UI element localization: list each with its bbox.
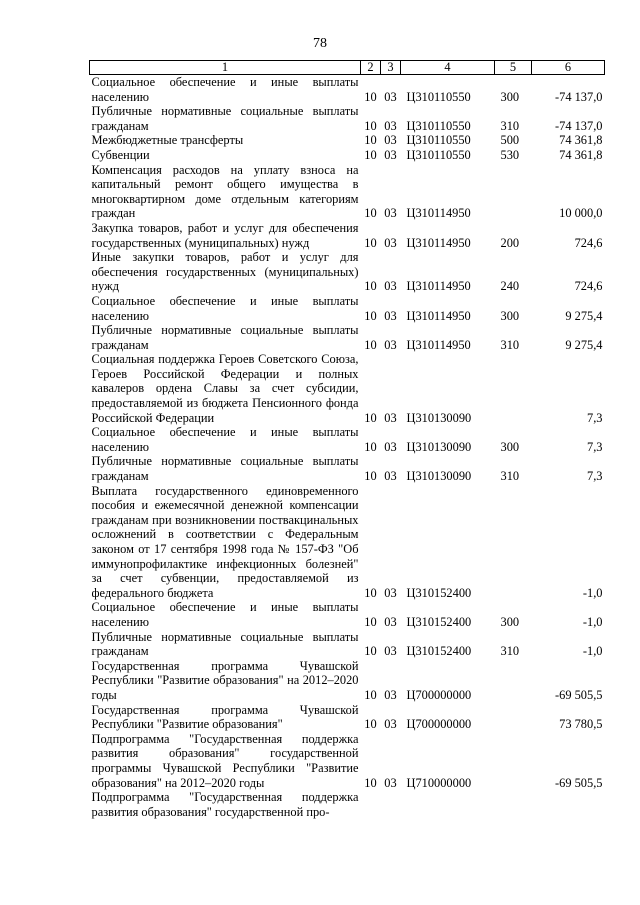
table-row <box>90 732 605 790</box>
row-expense-type <box>495 732 532 790</box>
row-name: Социальное обеспечение и иные выплаты населению <box>91 293 359 323</box>
table-row <box>90 75 605 105</box>
row-amount: 9 275,4 <box>565 337 603 352</box>
row-name: Компенсация расходов на уплату взноса на капитальный ремонт общего имущества в многоквартирном доме отдельным категориям граждан <box>91 162 359 221</box>
row-name: Субвенции <box>91 147 150 162</box>
row-subsection: 03 <box>384 279 397 294</box>
row-section: 10 <box>364 235 377 250</box>
row-subsection: 03 <box>384 206 397 221</box>
row-subsection: 03 <box>384 614 397 629</box>
row-name: Межбюджетные трансферты <box>91 133 244 148</box>
row-amount: 724,6 <box>574 235 603 250</box>
row-section: 10 <box>364 206 377 221</box>
row-expense-type: 500 <box>500 133 520 148</box>
header-col-6: 6 <box>532 61 605 75</box>
row-expense-type: 530 <box>500 147 520 162</box>
row-amount: -1,0 <box>582 614 603 629</box>
row-section: 10 <box>364 717 377 732</box>
row-target-article: Ц310110550 <box>406 147 471 162</box>
row-section: 10 <box>364 614 377 629</box>
row-name: Социальная поддержка Героев Советского Союза, Героев Российской Федерации и полных кавалеров ордена Славы за счет субсидии, предоставляемой из бюджета Пенсионного фонда Российской Федерации <box>91 352 359 425</box>
row-expense-type: 300 <box>500 308 520 323</box>
table-row <box>90 600 605 629</box>
row-amount: 73 780,5 <box>559 717 603 732</box>
row-target-article: Ц310114950 <box>406 279 471 294</box>
header-col-2: 2 <box>361 61 381 75</box>
row-amount <box>532 790 605 819</box>
row-section: 10 <box>364 337 377 352</box>
row-amount: 9 275,4 <box>565 308 603 323</box>
row-section: 10 <box>364 585 377 600</box>
row-name: Подпрограмма "Государственная поддержка развития образования" государственной про- <box>91 790 359 819</box>
row-target-article: Ц310114950 <box>406 206 471 221</box>
row-subsection: 03 <box>384 585 397 600</box>
header-col-3: 3 <box>381 61 401 75</box>
table-row <box>90 250 605 294</box>
header-col-1: 1 <box>90 61 361 75</box>
row-expense-type: 300 <box>500 614 520 629</box>
row-section: 10 <box>364 439 377 454</box>
budget-table <box>89 60 605 819</box>
row-expense-type: 310 <box>500 118 520 133</box>
row-section: 10 <box>364 644 377 659</box>
row-amount: 724,6 <box>574 279 603 294</box>
table-row <box>90 323 605 352</box>
row-amount: 74 361,8 <box>559 133 603 148</box>
header-col-5: 5 <box>495 61 532 75</box>
row-subsection: 03 <box>384 717 397 732</box>
row-expense-type <box>495 703 532 732</box>
row-section: 10 <box>364 147 377 162</box>
row-target-article: Ц310110550 <box>406 89 471 104</box>
table-row <box>90 484 605 601</box>
row-subsection: 03 <box>384 89 397 104</box>
row-expense-type <box>495 352 532 425</box>
row-name: Публичные нормативные социальные выплаты гражданам <box>91 629 359 659</box>
row-section <box>361 790 381 819</box>
row-amount: -1,0 <box>582 644 603 659</box>
row-section: 10 <box>364 308 377 323</box>
row-subsection: 03 <box>384 644 397 659</box>
row-target-article: Ц310114950 <box>406 235 471 250</box>
row-subsection: 03 <box>384 133 397 148</box>
table-row <box>90 703 605 732</box>
row-amount: -69 505,5 <box>555 687 603 702</box>
row-name: Государственная программа Чувашской Республики "Развитие образования" <box>91 702 359 732</box>
table-row <box>90 104 605 133</box>
row-amount: -1,0 <box>582 585 603 600</box>
table-row <box>90 133 605 148</box>
row-target-article: Ц310114950 <box>406 308 471 323</box>
row-target-article: Ц310152400 <box>406 644 472 659</box>
row-amount: -74 137,0 <box>555 89 603 104</box>
table-row <box>90 148 605 163</box>
table-row <box>90 221 605 250</box>
row-subsection: 03 <box>384 775 397 790</box>
row-target-article: Ц310130090 <box>406 439 472 454</box>
row-name: Публичные нормативные социальные выплаты гражданам <box>91 454 359 484</box>
row-target-article <box>401 790 495 819</box>
row-section: 10 <box>364 775 377 790</box>
row-subsection: 03 <box>384 410 397 425</box>
row-subsection: 03 <box>384 118 397 133</box>
table-row <box>90 163 605 221</box>
table-row <box>90 630 605 659</box>
row-name: Социальное обеспечение и иные выплаты населению <box>91 600 359 629</box>
row-section: 10 <box>364 133 377 148</box>
row-target-article: Ц710000000 <box>406 775 472 790</box>
table-row <box>90 425 605 454</box>
row-name: Государственная программа Чувашской Республики "Развитие образования" на 2012–2020 годы <box>91 658 359 702</box>
row-expense-type: 300 <box>500 439 520 454</box>
row-target-article: Ц310130090 <box>406 469 472 484</box>
row-name: Иные закупки товаров, работ и услуг для обеспечения государственных (муниципальных) нужд <box>91 250 359 294</box>
header-col-4: 4 <box>401 61 495 75</box>
row-subsection <box>381 790 401 819</box>
row-name: Публичные нормативные социальные выплаты гражданам <box>91 104 359 133</box>
row-expense-type: 200 <box>500 235 520 250</box>
row-expense-type: 310 <box>500 469 520 484</box>
row-target-article: Ц700000000 <box>406 717 472 732</box>
row-amount: -74 137,0 <box>555 118 603 133</box>
row-subsection: 03 <box>384 308 397 323</box>
table-row <box>90 790 605 819</box>
row-expense-type: 310 <box>500 337 520 352</box>
row-expense-type: 240 <box>500 279 520 294</box>
table-row <box>90 352 605 425</box>
row-section: 10 <box>364 469 377 484</box>
row-subsection: 03 <box>384 147 397 162</box>
row-target-article: Ц310130090 <box>406 410 472 425</box>
row-subsection: 03 <box>384 337 397 352</box>
row-subsection: 03 <box>384 235 397 250</box>
row-name: Выплата государственного единовременного пособия и ежемесячной денежной компенсации гражданам при возникновении поствакцинальных осложнений в соответствии с Федеральным законом от 17 сентября 1998 года № 157-ФЗ "Об иммунопрофилактике инфекционных болезней" за счет субвенции, предоставляемой из федерального бюджета <box>91 483 359 600</box>
row-expense-type: 310 <box>500 644 520 659</box>
row-section: 10 <box>364 687 377 702</box>
row-target-article: Ц310152400 <box>406 614 472 629</box>
row-amount: 7,3 <box>587 469 603 484</box>
row-amount: 7,3 <box>587 410 603 425</box>
page-number: 78 <box>313 36 327 51</box>
row-target-article: Ц310152400 <box>406 585 472 600</box>
row-amount: 7,3 <box>587 439 603 454</box>
row-name: Закупка товаров, работ и услуг для обеспечения государственных (муниципальных) нужд <box>91 220 359 250</box>
row-subsection: 03 <box>384 469 397 484</box>
row-amount: 74 361,8 <box>559 147 603 162</box>
row-name: Социальное обеспечение и иные выплаты населению <box>91 75 359 104</box>
table-header-row <box>90 61 605 75</box>
row-expense-type <box>495 790 532 819</box>
row-name: Подпрограмма "Государственная поддержка развития образования" государственной программы Чувашской Республики "Развитие образования" на 2012–2020 годы <box>91 731 359 790</box>
table-row <box>90 659 605 703</box>
table-row <box>90 294 605 323</box>
row-name: Социальное обеспечение и иные выплаты населению <box>91 425 359 454</box>
row-amount: 10 000,0 <box>559 206 603 221</box>
row-target-article: Ц310114950 <box>406 337 471 352</box>
row-expense-type <box>495 163 532 221</box>
row-section: 10 <box>364 89 377 104</box>
row-target-article: Ц700000000 <box>406 687 472 702</box>
row-target-article: Ц310110550 <box>406 133 471 148</box>
row-expense-type <box>495 659 532 703</box>
row-subsection: 03 <box>384 687 397 702</box>
row-expense-type <box>495 484 532 601</box>
row-section: 10 <box>364 118 377 133</box>
row-target-article: Ц310110550 <box>406 118 471 133</box>
row-amount: -69 505,5 <box>555 775 603 790</box>
row-expense-type: 300 <box>500 89 520 104</box>
row-name: Публичные нормативные социальные выплаты гражданам <box>91 323 359 352</box>
row-section: 10 <box>364 279 377 294</box>
row-section: 10 <box>364 410 377 425</box>
row-subsection: 03 <box>384 439 397 454</box>
table-row <box>90 454 605 483</box>
